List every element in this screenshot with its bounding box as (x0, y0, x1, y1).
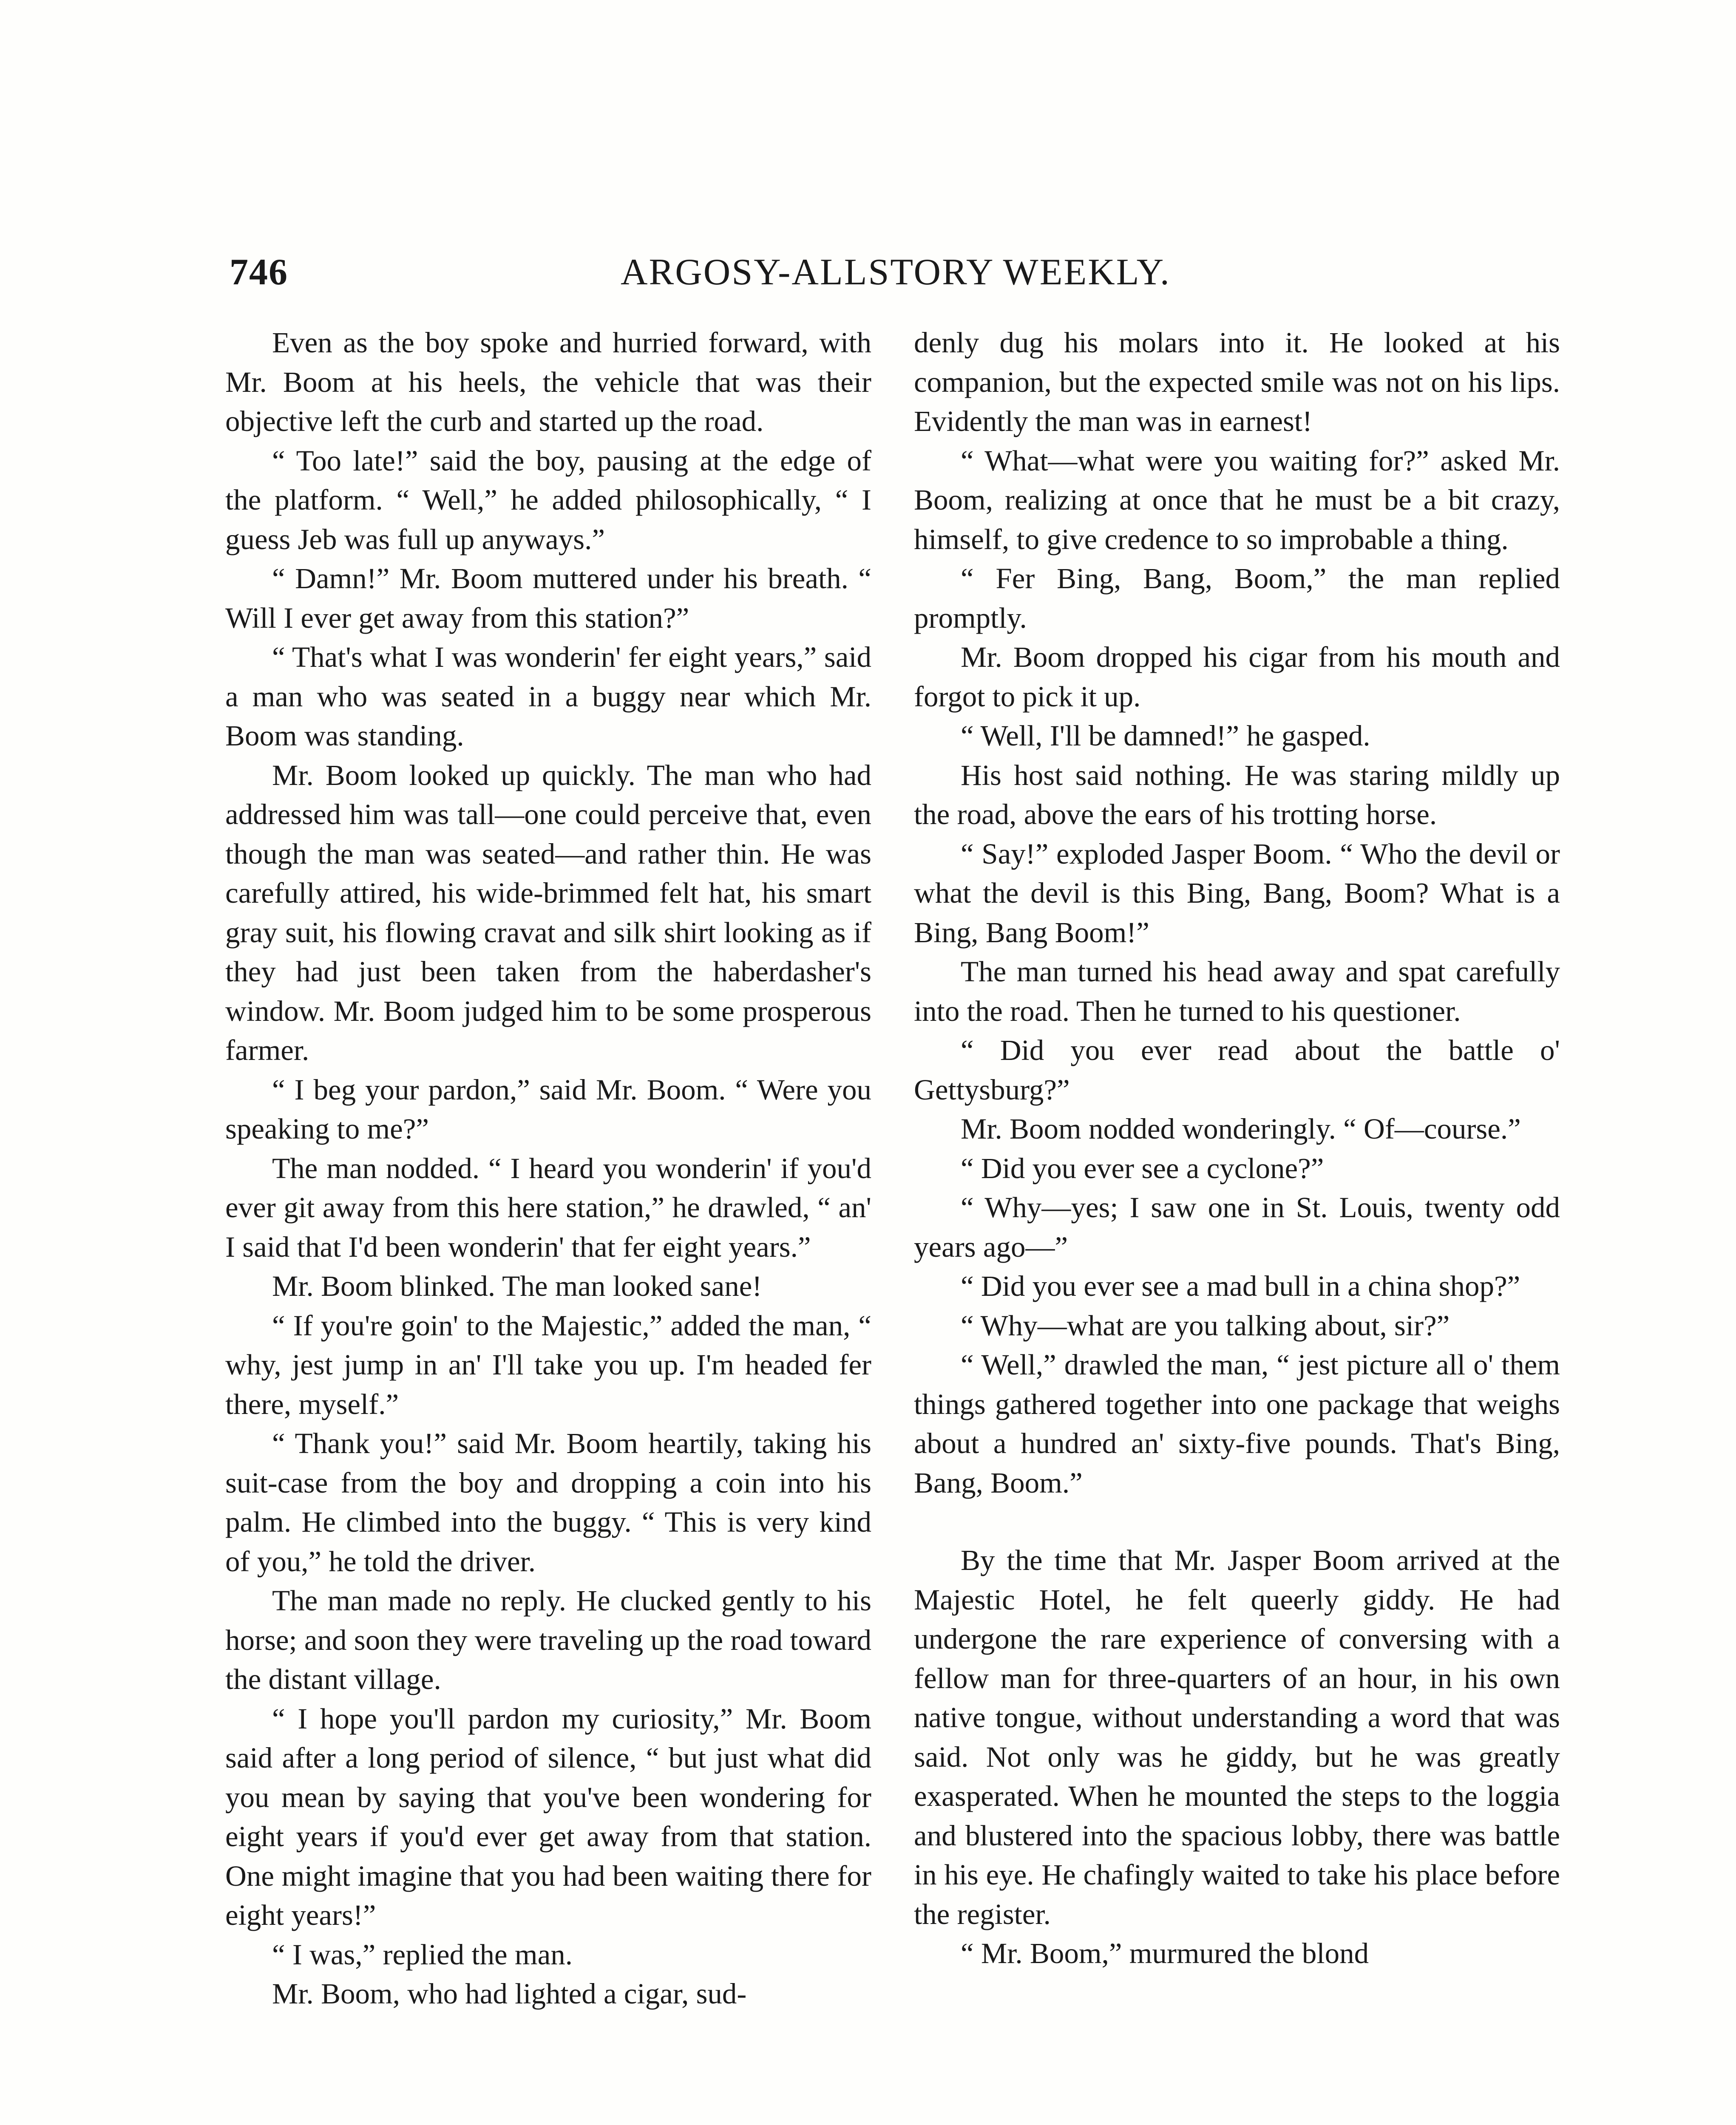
paragraph: The man turned his head away and spat carefully into the road. Then he turned to his questioner. (914, 955, 1560, 1027)
paragraph: The man nodded. “ I heard you wonderin' if you'd ever git away from this here station,” he drawled, “ an' I said that I'd been wonderin' that fer eight years.” (225, 1152, 871, 1263)
paragraph: “ Did you ever see a mad bull in a china shop?” (961, 1270, 1520, 1302)
paragraph: “ Mr. Boom,” murmured the blond (961, 1937, 1369, 1969)
page-number: 746 (230, 252, 288, 293)
section-break (914, 1502, 1560, 1541)
paragraph: His host said nothing. He was staring mildly up the road, above the ears of his trotting horse. (914, 759, 1560, 830)
page-header (230, 251, 1569, 306)
paragraph: “ Well,” drawled the man, “ jest picture all o' them things gathered together into one package that weighs about a hundred an' sixty-five pounds. That's Bing, Bang, Boom.” (914, 1349, 1560, 1499)
paragraph: “ If you're goin' to the Majestic,” added the man, “ why, jest jump in an' I'll take you up. I'm headed fer there, myself.” (225, 1309, 871, 1420)
paragraph: Even as the boy spoke and hurried forward, with Mr. Boom at his heels, the vehicle that was their objective left the curb and started up the road. (225, 326, 871, 437)
paragraph: “ Why—what are you talking about, sir?” (961, 1309, 1450, 1342)
paragraph: “ Did you ever read about the battle o' Gettysburg?” (914, 1034, 1560, 1106)
paragraph: “ Why—yes; I saw one in St. Louis, twenty odd years ago—” (914, 1191, 1560, 1263)
paragraph: “ I beg your pardon,” said Mr. Boom. “ Were you speaking to me?” (225, 1073, 871, 1145)
paragraph: Mr. Boom nodded wonderingly. “ Of—course.” (961, 1113, 1521, 1145)
paragraph: “ Did you ever see a cyclone?” (961, 1152, 1324, 1184)
paragraph: “ Say!” exploded Jasper Boom. “ Who the devil or what the devil is this Bing, Bang, Boom? What is a Bing, Bang Boom!” (914, 837, 1560, 949)
right-column (914, 323, 1560, 1973)
paragraph: Mr. Boom dropped his cigar from his mouth and forgot to pick it up. (914, 641, 1560, 713)
paragraph: “ Damn!” Mr. Boom muttered under his breath. “ Will I ever get away from this station?” (225, 562, 871, 634)
paragraph: Mr. Boom blinked. The man looked sane! (272, 1270, 762, 1302)
paragraph: denly dug his molars into it. He looked at his companion, but the expected smile was not on his lips. Evidently the man was in earnest! (914, 326, 1560, 437)
paragraph: “ Too late!” said the boy, pausing at the edge of the platform. “ Well,” he added philosophically, “ I guess Jeb was full up anyways.” (225, 444, 871, 555)
paragraph: Mr. Boom, who had lighted a cigar, sud- (272, 1978, 747, 2010)
paragraph: Mr. Boom looked up quickly. The man who had addressed him was tall—one could perceive that, even though the man was seated—and rather thin. He was carefully attired, his wide-brimmed felt hat, his smart gray suit, his flowing cravat and silk shirt looking as if they had just been taken from the haberdasher's window. Mr. Boom judged him to be some prosperous farmer. (225, 759, 871, 1066)
paragraph: By the time that Mr. Jasper Boom arrived at the Majestic Hotel, he felt queerly giddy. He had undergone the rare experience of conversing with a fellow man for three-quarters of an hour, in his own native tongue, without understanding a word that was said. Not only was he giddy, but he was greatly exasperated. When he mounted the steps to the loggia and blustered into the spacious lobby, there was battle in his eye. He chafingly waited to take his place before the register. (914, 1544, 1560, 1930)
left-column (225, 323, 871, 2014)
paragraph: “ What—what were you waiting for?” asked Mr. Boom, realizing at once that he must be a bit crazy, himself, to give credence to so improbable a thing. (914, 444, 1560, 555)
paragraph: “ I was,” replied the man. (272, 1938, 573, 1971)
paragraph: “ Fer Bing, Bang, Boom,” the man replied promptly. (914, 562, 1560, 634)
paragraph: “ I hope you'll pardon my curiosity,” Mr. Boom said after a long period of silence, “ but just what did you mean by saying that you've been wondering for eight years if you'd ever get away from that station. One might imagine that you had been waiting there for eight years!” (225, 1702, 871, 1931)
paragraph: “ Thank you!” said Mr. Boom heartily, taking his suit-case from the boy and dropping a coin into his palm. He climbed into the buggy. “ This is very kind of you,” he told the driver. (225, 1427, 871, 1578)
paragraph: “ Well, I'll be damned!” he gasped. (961, 720, 1370, 752)
paragraph: The man made no reply. He clucked gently to his horse; and soon they were traveling up the road toward the distant village. (225, 1584, 871, 1695)
running-title: ARGOSY-ALLSTORY WEEKLY. (621, 252, 1171, 293)
paragraph: “ That's what I was wonderin' fer eight years,” said a man who was seated in a buggy near which Mr. Boom was standing. (225, 641, 871, 752)
